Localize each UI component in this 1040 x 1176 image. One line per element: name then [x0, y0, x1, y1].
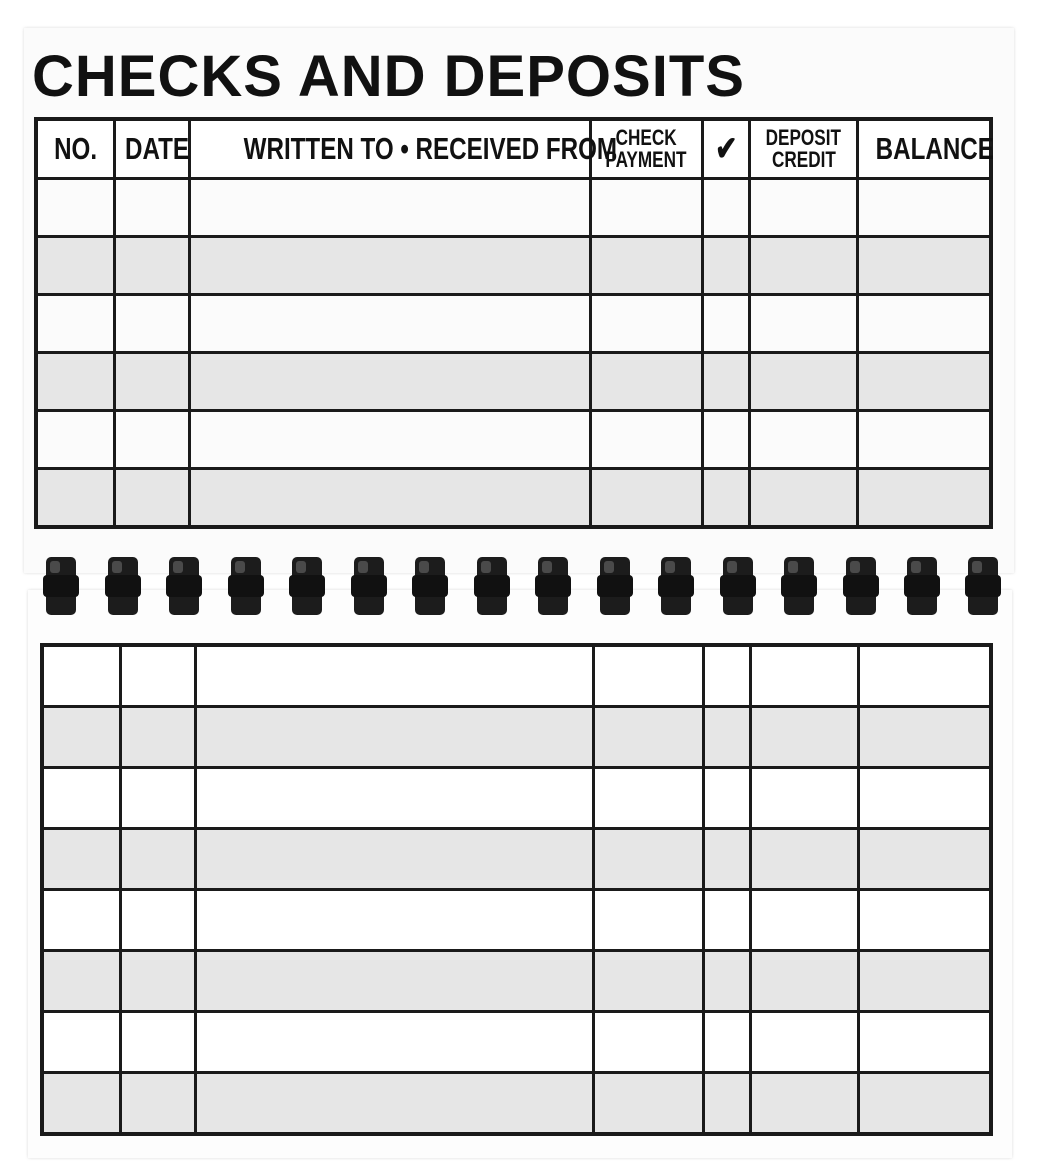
cell-deposit[interactable]	[750, 768, 858, 829]
deposit-credit-line2: CREDIT	[771, 147, 836, 172]
cell-no[interactable]	[36, 353, 114, 411]
cell-date[interactable]	[114, 179, 189, 237]
table-row	[36, 353, 991, 411]
cell-description[interactable]	[189, 237, 590, 295]
binding-coil	[46, 557, 76, 615]
cell-description[interactable]	[195, 890, 593, 951]
cell-deposit[interactable]	[749, 353, 857, 411]
cell-description[interactable]	[195, 645, 593, 707]
cell-payment[interactable]	[590, 353, 702, 411]
cell-deposit[interactable]	[749, 237, 857, 295]
cell-cleared[interactable]	[703, 1012, 750, 1073]
table-row	[42, 829, 991, 890]
header-row	[36, 119, 991, 179]
cell-payment[interactable]	[593, 1012, 703, 1073]
binding-coil	[415, 557, 445, 615]
cell-balance[interactable]	[858, 707, 991, 768]
col-header-check-payment	[590, 119, 702, 179]
binding-coil	[231, 557, 261, 615]
cell-payment[interactable]	[590, 469, 702, 528]
binding-coil	[661, 557, 691, 615]
cell-date[interactable]	[120, 645, 195, 707]
cell-deposit[interactable]	[750, 1073, 858, 1135]
binding-coil	[477, 557, 507, 615]
cell-no[interactable]	[42, 1012, 120, 1073]
cell-payment[interactable]	[593, 645, 703, 707]
cell-payment[interactable]	[593, 951, 703, 1012]
cell-balance[interactable]	[858, 1012, 991, 1073]
cell-cleared[interactable]	[702, 353, 749, 411]
cell-balance[interactable]	[858, 353, 991, 411]
cell-date[interactable]	[114, 469, 189, 528]
col-header-date: DATE	[114, 119, 189, 179]
cell-description[interactable]	[189, 295, 590, 353]
register-table-bottom	[40, 643, 993, 1136]
cell-cleared[interactable]	[703, 645, 750, 707]
cell-balance[interactable]	[858, 237, 991, 295]
cell-cleared[interactable]	[703, 829, 750, 890]
cell-cleared[interactable]	[703, 1073, 750, 1135]
page-title: CHECKS AND DEPOSITS	[32, 44, 745, 109]
cell-balance[interactable]	[858, 179, 991, 237]
cell-deposit[interactable]	[750, 645, 858, 707]
binding-coil	[354, 557, 384, 615]
table-row	[36, 469, 991, 528]
cell-balance[interactable]	[858, 829, 991, 890]
binding-coil	[846, 557, 876, 615]
cell-date[interactable]	[120, 1073, 195, 1135]
table-row	[42, 707, 991, 768]
table-row	[36, 237, 991, 295]
binding-coil	[907, 557, 937, 615]
cell-no[interactable]	[36, 179, 114, 237]
cell-deposit[interactable]	[750, 1012, 858, 1073]
check-payment-line1: CHECK	[615, 125, 677, 150]
binding-coil	[108, 557, 138, 615]
cell-cleared[interactable]	[703, 768, 750, 829]
cell-date[interactable]	[120, 890, 195, 951]
table-row	[36, 411, 991, 469]
cell-date[interactable]	[120, 707, 195, 768]
cell-balance[interactable]	[858, 295, 991, 353]
cell-deposit[interactable]	[750, 829, 858, 890]
cell-payment[interactable]	[590, 237, 702, 295]
cell-cleared[interactable]	[702, 179, 749, 237]
cell-cleared[interactable]	[702, 411, 749, 469]
binding-coil	[600, 557, 630, 615]
table-row	[42, 645, 991, 707]
cell-description[interactable]	[189, 179, 590, 237]
cell-date[interactable]	[120, 1012, 195, 1073]
cell-no[interactable]	[42, 829, 120, 890]
binding-coil	[784, 557, 814, 615]
table-row	[42, 768, 991, 829]
cell-payment[interactable]	[593, 768, 703, 829]
cell-description[interactable]	[189, 469, 590, 528]
cell-cleared[interactable]	[703, 707, 750, 768]
cell-balance[interactable]	[858, 411, 991, 469]
table-row	[42, 890, 991, 951]
cell-deposit[interactable]	[750, 890, 858, 951]
cell-deposit[interactable]	[749, 469, 857, 528]
table-row	[42, 1012, 991, 1073]
cell-description[interactable]	[195, 829, 593, 890]
cell-description[interactable]	[189, 411, 590, 469]
deposit-credit-line1: DEPOSIT	[765, 125, 842, 150]
cell-payment[interactable]	[593, 707, 703, 768]
cell-payment[interactable]	[590, 179, 702, 237]
cell-balance[interactable]	[858, 645, 991, 707]
cell-description[interactable]	[195, 1012, 593, 1073]
cell-deposit[interactable]	[750, 707, 858, 768]
cell-payment[interactable]	[593, 1073, 703, 1135]
cell-cleared[interactable]	[703, 890, 750, 951]
cell-date[interactable]	[120, 951, 195, 1012]
cell-payment[interactable]	[590, 295, 702, 353]
cell-no[interactable]	[42, 890, 120, 951]
checkmark-icon: ✔	[702, 119, 749, 179]
cell-cleared[interactable]	[703, 951, 750, 1012]
cell-no[interactable]	[36, 411, 114, 469]
col-header-balance: BALANCE	[858, 119, 991, 179]
cell-no[interactable]	[42, 707, 120, 768]
cell-deposit[interactable]	[750, 951, 858, 1012]
binding-coil	[723, 557, 753, 615]
table-row	[42, 1073, 991, 1135]
cell-no[interactable]	[42, 1073, 120, 1135]
check-payment-line2: PAYMENT	[605, 147, 687, 172]
cell-description[interactable]	[195, 951, 593, 1012]
cell-cleared[interactable]	[702, 237, 749, 295]
cell-date[interactable]	[114, 237, 189, 295]
binding-coil	[968, 557, 998, 615]
cell-description[interactable]	[189, 353, 590, 411]
table-row	[42, 951, 991, 1012]
cell-payment[interactable]	[593, 890, 703, 951]
cell-deposit[interactable]	[749, 411, 857, 469]
register-table-top	[34, 117, 993, 529]
cell-no[interactable]	[42, 645, 120, 707]
cell-cleared[interactable]	[702, 469, 749, 528]
cell-balance[interactable]	[858, 951, 991, 1012]
cell-no[interactable]	[42, 951, 120, 1012]
cell-balance[interactable]	[858, 1073, 991, 1135]
cell-date[interactable]	[120, 768, 195, 829]
cell-date[interactable]	[114, 411, 189, 469]
binding-coil	[538, 557, 568, 615]
cell-deposit[interactable]	[749, 295, 857, 353]
table-row	[36, 295, 991, 353]
cell-description[interactable]	[195, 768, 593, 829]
col-header-description: WRITTEN TO • RECEIVED FROM	[189, 119, 590, 179]
cell-no[interactable]	[36, 295, 114, 353]
cell-balance[interactable]	[858, 469, 991, 528]
cell-date[interactable]	[120, 829, 195, 890]
cell-no[interactable]	[36, 237, 114, 295]
table-row	[36, 179, 991, 237]
cell-payment[interactable]	[593, 829, 703, 890]
cell-cleared[interactable]	[702, 295, 749, 353]
cell-date[interactable]	[114, 353, 189, 411]
cell-description[interactable]	[195, 707, 593, 768]
binding-coil	[292, 557, 322, 615]
cell-payment[interactable]	[590, 411, 702, 469]
cell-no[interactable]	[42, 768, 120, 829]
col-header-deposit-credit	[749, 119, 857, 179]
cell-no[interactable]	[36, 469, 114, 528]
cell-date[interactable]	[114, 295, 189, 353]
cell-description[interactable]	[195, 1073, 593, 1135]
binding-coil	[169, 557, 199, 615]
cell-balance[interactable]	[858, 768, 991, 829]
col-header-no: NO.	[36, 119, 114, 179]
cell-deposit[interactable]	[749, 179, 857, 237]
cell-balance[interactable]	[858, 890, 991, 951]
